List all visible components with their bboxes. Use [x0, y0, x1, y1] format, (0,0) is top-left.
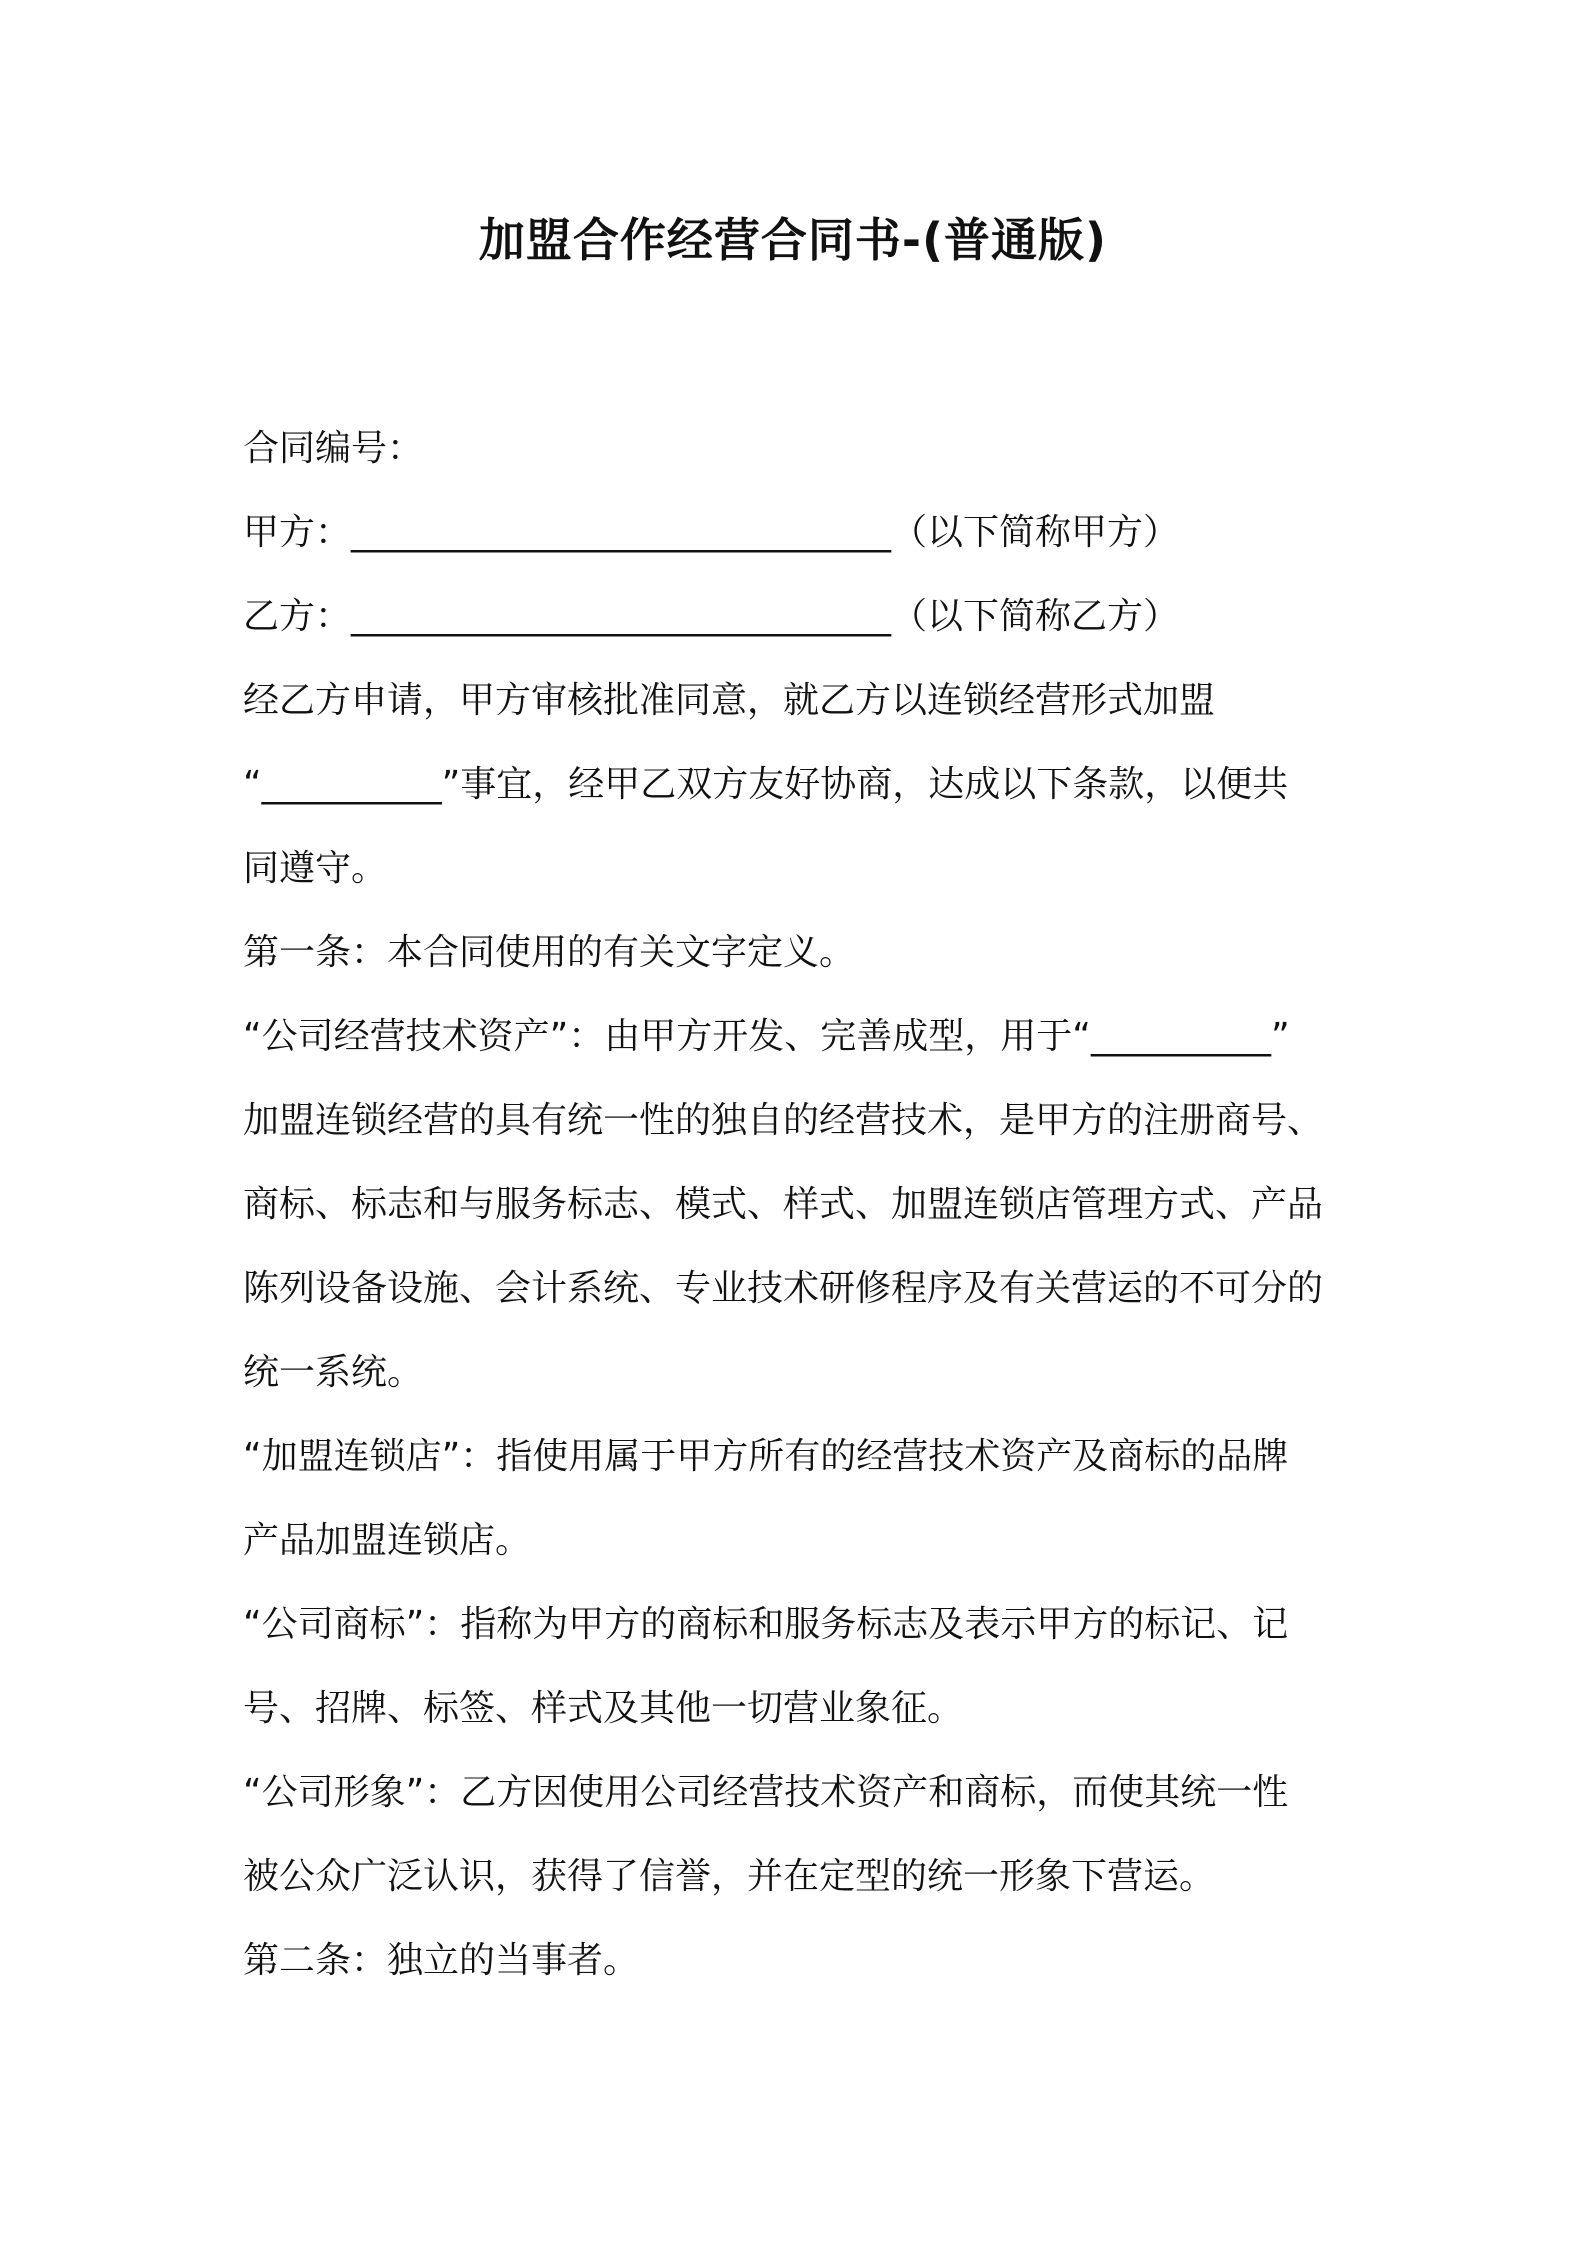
document-title: 加盟合作经营合同书-(普通版) — [478, 213, 1108, 267]
text-line: “公司经营技术资产”：由甲方开发、完善成型，用于“__________” — [243, 1016, 1290, 1057]
text-line: “公司形象”：乙方因使用公司经营技术资产和商标，而使其统一性 — [243, 1772, 1289, 1813]
text-line: 经乙方申请，甲方审核批准同意，就乙方以连锁经营形式加盟 — [243, 680, 1216, 721]
text-line: “__________”事宜，经甲乙双方友好协商，达成以下条款，以便共 — [243, 764, 1289, 805]
text-line: 统一系统。 — [243, 1352, 424, 1393]
document-body — [243, 407, 1363, 2003]
contract-number-line: 合同编号： — [243, 428, 424, 469]
text-line: “公司商标”：指称为甲方的商标和服务标志及表示甲方的标记、记 — [243, 1604, 1289, 1645]
text-line: “加盟连锁店”：指使用属于甲方所有的经营技术资产及商标的品牌 — [243, 1436, 1289, 1477]
party-a-line: 甲方：______________________________（以下简称甲方） — [243, 512, 1180, 553]
text-line: 商标、标志和与服务标志、模式、样式、加盟连锁店管理方式、产品 — [243, 1184, 1324, 1225]
party-b-line: 乙方：______________________________（以下简称乙方） — [243, 596, 1180, 637]
article-heading: 第一条：本合同使用的有关文字定义。 — [243, 932, 856, 973]
text-line: 产品加盟连锁店。 — [243, 1520, 532, 1561]
text-line: 号、招牌、标签、样式及其他一切营业象征。 — [243, 1688, 964, 1729]
text-line: 陈列设备设施、会计系统、专业技术研修程序及有关营运的不可分的 — [243, 1268, 1324, 1309]
text-line: 同遵守。 — [243, 848, 388, 889]
text-line: 被公众广泛认识，获得了信誉，并在定型的统一形象下营运。 — [243, 1856, 1216, 1897]
article-heading: 第二条：独立的当事者。 — [243, 1940, 640, 1981]
text-line: 加盟连锁经营的具有统一性的独自的经营技术，是甲方的注册商号、 — [243, 1100, 1324, 1141]
